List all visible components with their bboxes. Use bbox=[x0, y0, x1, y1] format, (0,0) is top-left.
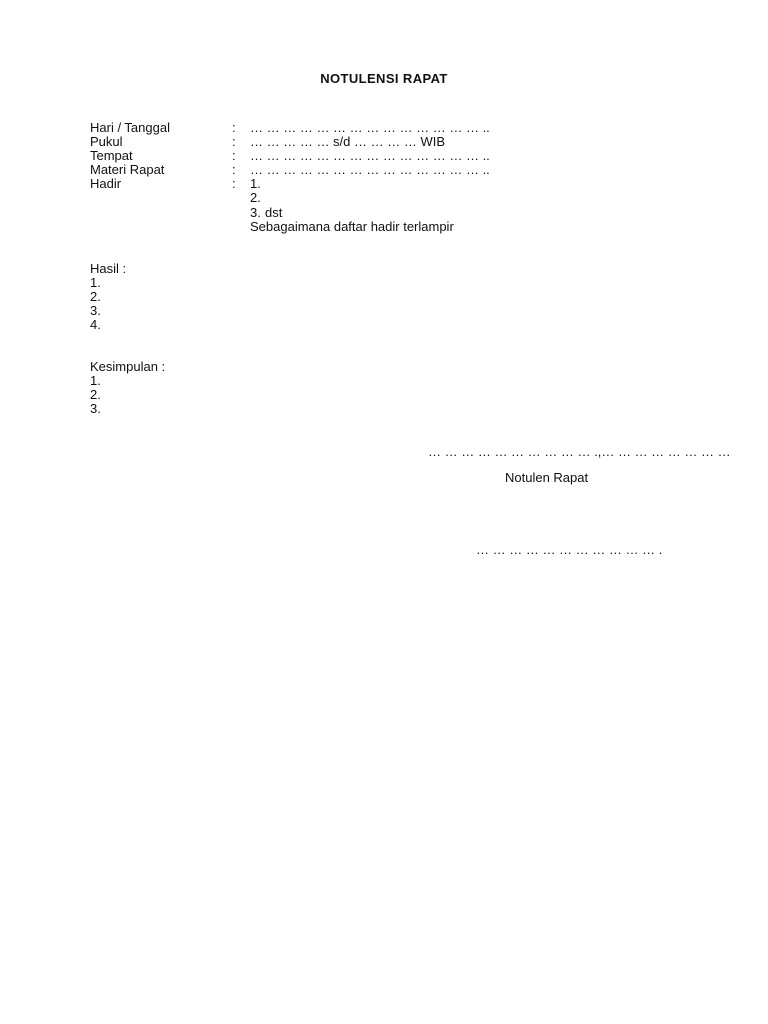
hasil-item-2: 2. bbox=[90, 289, 101, 304]
kesimpulan-item-3: 3. bbox=[90, 401, 101, 416]
value-materi-rapat: … … … … … … … … … … … … … … .. bbox=[250, 162, 490, 177]
notulen-role: Notulen Rapat bbox=[505, 470, 589, 485]
hadir-item-3-text: dst bbox=[265, 205, 283, 220]
value-pukul: … … … … … s/d … … … … WIB bbox=[250, 134, 446, 149]
label-tempat: Tempat bbox=[90, 148, 133, 163]
hasil-item-4: 4. bbox=[90, 317, 101, 332]
hadir-item-1: 1. bbox=[250, 176, 261, 191]
colon-pukul: : bbox=[232, 134, 236, 149]
value-tempat: … … … … … … … … … … … … … … .. bbox=[250, 148, 490, 163]
colon-hadir: : bbox=[232, 176, 236, 191]
label-materi-rapat: Materi Rapat bbox=[90, 162, 165, 177]
hadir-item-2: 2. bbox=[250, 190, 261, 205]
notulen-name-line: … … … … … … … … … … … . bbox=[476, 542, 663, 557]
kesimpulan-heading: Kesimpulan : bbox=[90, 359, 166, 374]
hasil-item-3: 3. bbox=[90, 303, 101, 318]
colon-materi-rapat: : bbox=[232, 162, 236, 177]
colon-hari-tanggal: : bbox=[232, 120, 236, 135]
value-hari-tanggal: … … … … … … … … … … … … … … .. bbox=[250, 120, 490, 135]
kesimpulan-item-2: 2. bbox=[90, 387, 101, 402]
colon-tempat: : bbox=[232, 148, 236, 163]
label-hari-tanggal: Hari / Tanggal bbox=[90, 120, 170, 135]
kesimpulan-item-1: 1. bbox=[90, 373, 101, 388]
document-title: NOTULENSI RAPAT bbox=[320, 71, 448, 86]
place-date-line: … … … … … … … … … … .,… … … … … … … … bbox=[428, 444, 731, 459]
hasil-item-1: 1. bbox=[90, 275, 101, 290]
label-pukul: Pukul bbox=[90, 134, 123, 149]
hadir-item-3-number: 3. bbox=[250, 205, 261, 220]
hadir-note: Sebagaimana daftar hadir terlampir bbox=[250, 219, 454, 234]
hasil-heading: Hasil : bbox=[90, 261, 127, 276]
label-hadir: Hadir bbox=[90, 176, 122, 191]
